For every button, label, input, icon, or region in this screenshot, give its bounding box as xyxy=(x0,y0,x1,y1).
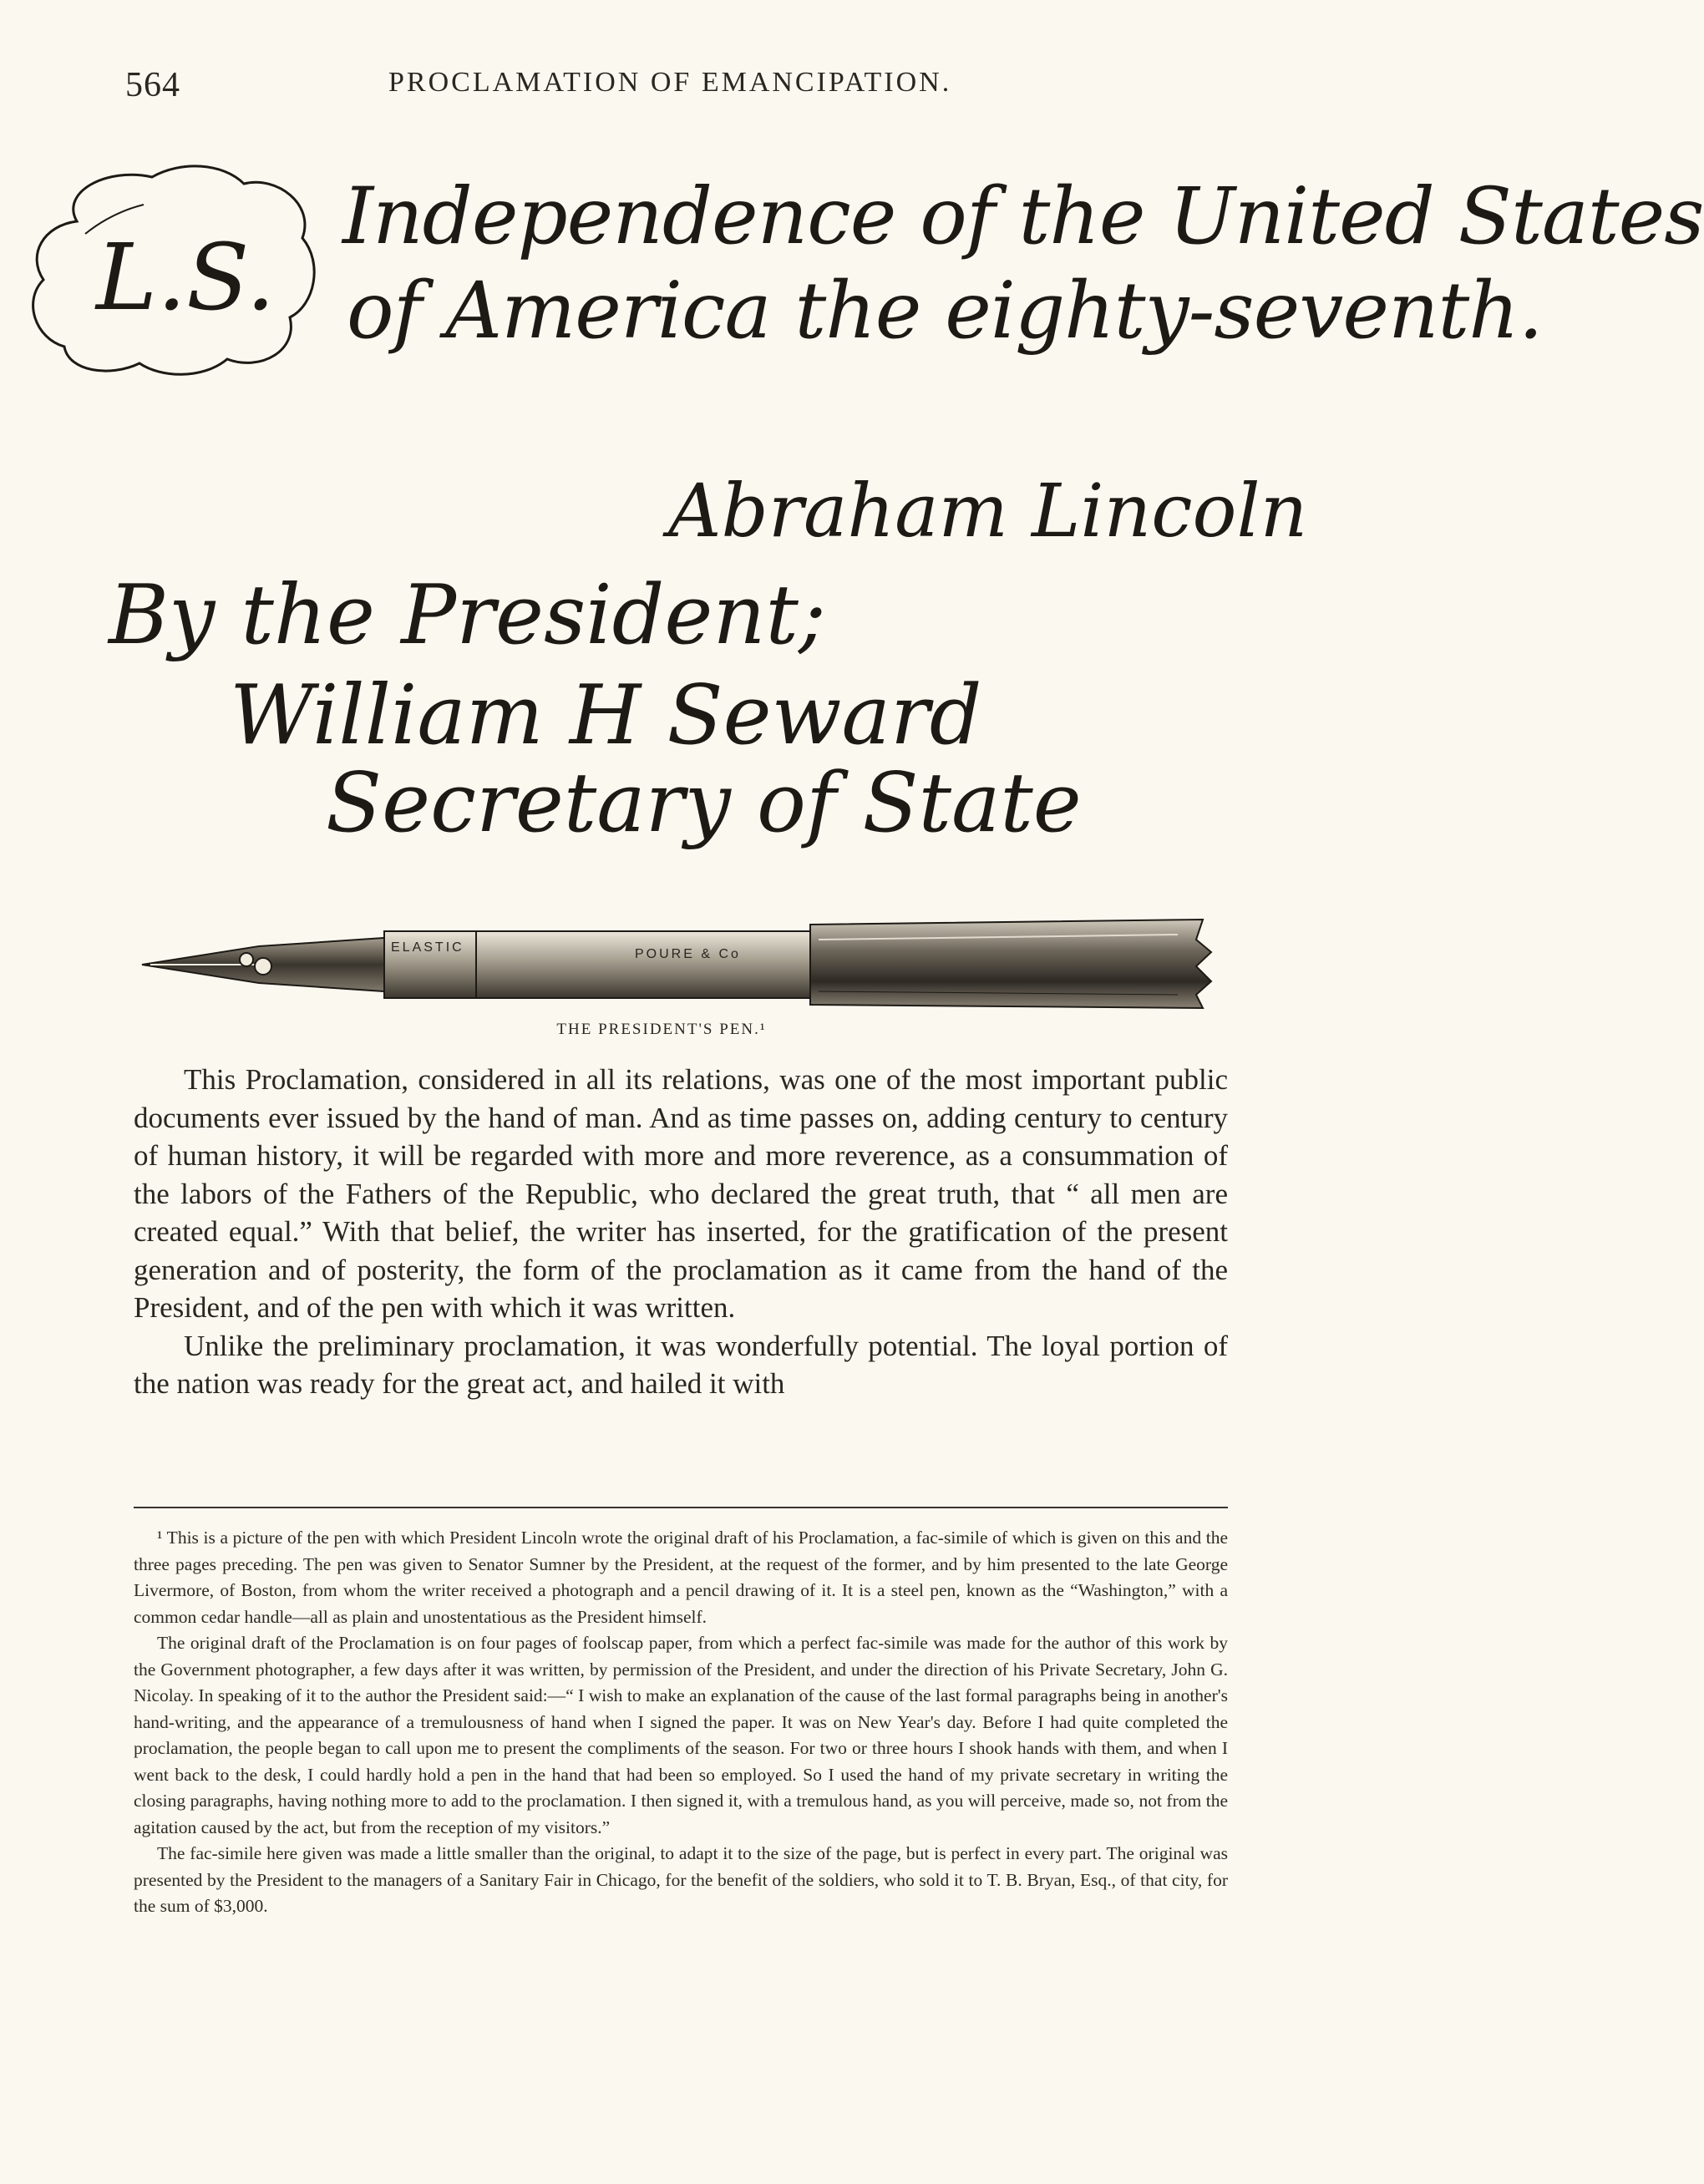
footnote-divider xyxy=(134,1507,1228,1508)
secretary-of-state: Secretary of State xyxy=(326,756,1082,851)
body-paragraph-2: Unlike the preliminary proclamation, it was wonderfully potential. The loyal portion of the nation was ready for the great act, and hailed it with xyxy=(134,1329,1228,1400)
lincoln-signature: Abraham Lincoln xyxy=(668,468,1308,554)
seal-text: L.S. xyxy=(96,224,276,331)
handwritten-line-2: of America the eighty-seventh. xyxy=(347,266,1543,357)
running-title: PROCLAMATION OF EMANCIPATION. xyxy=(388,67,952,98)
page-number: 564 xyxy=(125,66,180,104)
pen-imprint-elastic: ELASTIC xyxy=(391,940,464,955)
seward-signature: William H Seward xyxy=(230,668,982,763)
pen-illustration xyxy=(142,915,1211,1015)
body-text xyxy=(134,1061,1228,1403)
footnotes xyxy=(134,1525,1228,1920)
footnote-2: The original draft of the Proclamation is on four pages of foolscap paper, from which a perfect fac-simile was made for the author of this work by the Government photographer, a few days after it was written, by permission of the President, and under the direction of his Private Secretary, John G. Nicolay. In speaking of it to the author the President said:—“ I wish to make an explanation of the cause of the last formal paragraphs being in another's hand-writing, and the appearance of a tremulousness of hand when I signed the paper. It was on New Year's day. Before I had quite completed the proclamation, the people began to call upon me to present the compliments of the season. For two or three hours I shook hands with them, and when I went back to the desk, I could hardly hold a pen in the hand that had been so employed. So I used the hand of my private secretary in writing the closing paragraphs, having nothing more to add to the proclamation. I then signed it, with a tremulous hand, as you will perceive, made so, not from the agitation caused by the act, but from the reception of my visitors.” xyxy=(134,1633,1228,1837)
body-paragraph-1: This Proclamation, considered in all its relations, was one of the most important public documents ever issued by the hand of man. And as time passes on, adding century to century of human history, it will be regarded with more and more reverence, as a consummation of the labors of the Fathers of the Republic, who declared the great truth, that “ all men are created equal.” With that belief, the writer has inserted, for the gratification of the present generation and of posterity, the form of the proclamation as it came from the hand of the President, and of the pen with which it was written. xyxy=(134,1063,1228,1324)
by-the-president: By the President; xyxy=(109,568,826,663)
pen-imprint-maker: POURE & Co xyxy=(635,947,741,961)
footnote-3: The fac-simile here given was made a little smaller than the original, to adapt it to the size of the page, but is perfect in every part. The original was presented by the President to the managers of a Sanitary Fair in Chicago, for the benefit of the soldiers, who sold it to T. B. Bryan, Esq., of that city, for the sum of $3,000. xyxy=(134,1843,1228,1916)
handwritten-line-1: Independence of the United States xyxy=(342,171,1704,262)
figure-caption: THE PRESIDENT'S PEN.¹ xyxy=(556,1021,767,1038)
footnote-1: ¹ This is a picture of the pen with which President Lincoln wrote the original draft of his Proclamation, a fac-simile of which is given on this and the three pages preceding. The pen was given to Senator Sumner by the President, at the request of the former, and by him presented to the late George Livermore, of Boston, from whom the writer received a photograph and a pencil drawing of it. It is a steel pen, known as the “Washington,” with a common cedar handle—all as plain and unostentatious as the President himself. xyxy=(134,1528,1228,1627)
